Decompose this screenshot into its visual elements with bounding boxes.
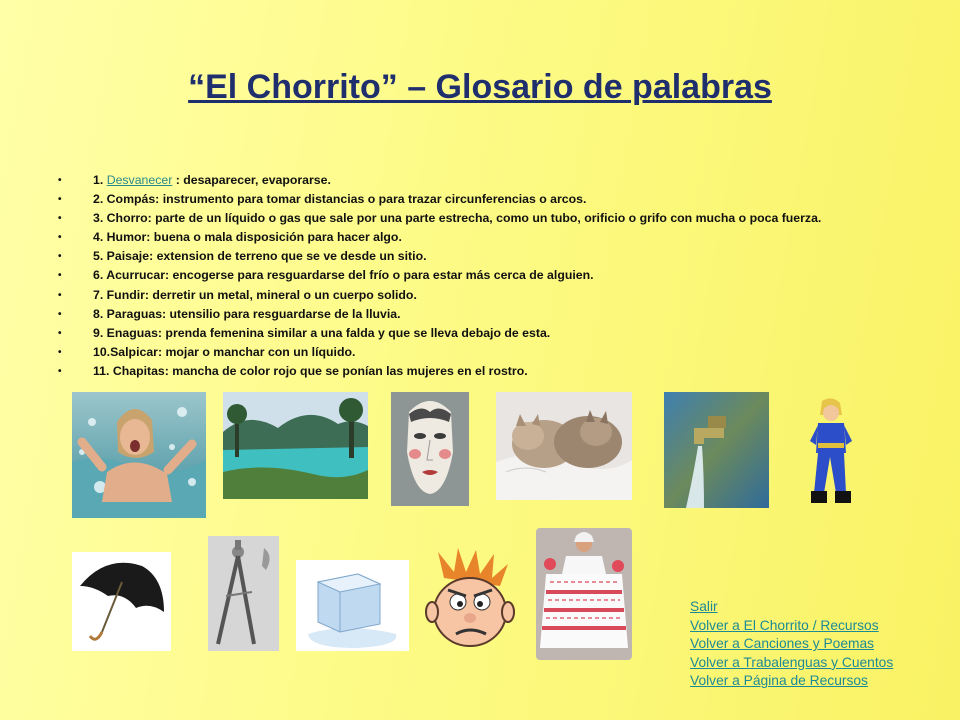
back-to-resources-link[interactable]: Volver a Página de Recursos [690, 673, 868, 689]
glossary-item-desvanecer [58, 171, 928, 190]
desvanecer-link[interactable]: Desvanecer [106, 173, 173, 187]
glossary-item-enaguas [58, 324, 928, 343]
glossary-list [58, 171, 928, 381]
glossary-item-paisaje [58, 247, 928, 266]
glossary-number: 1. [93, 173, 107, 187]
back-to-songs-poems-link[interactable]: Volver a Canciones y Poemas [690, 636, 875, 652]
glossary-item-compas [58, 190, 928, 209]
glossary-text: 4. Humor: buena o mala disposición para hacer algo. [93, 230, 402, 245]
bullet: • [58, 365, 62, 377]
umbrella-image [72, 552, 171, 651]
mask-face-image [391, 392, 469, 506]
superhero-figure-image [806, 397, 856, 505]
glossary-text: 3. Chorro: parte de un líquido o gas que sale por una parte estrecha, como un tubo, orificio o grifo con mucha o poca fuerza. [93, 211, 822, 226]
ice-cube-image [296, 560, 409, 651]
bullet: • [58, 251, 62, 263]
bullet: • [58, 175, 62, 186]
bullet: • [58, 346, 62, 358]
back-to-tongue-twisters-link[interactable]: Volver a Trabalenguas y Cuentos [690, 654, 894, 670]
glossary-text: 10.Salpicar: mojar o manchar con un líquido. [93, 344, 356, 359]
glossary-definition: : desaparecer, evaporarse. [172, 173, 331, 187]
bullet: • [58, 289, 62, 301]
salir-link[interactable]: Salir [690, 599, 718, 614]
glossary-item-humor [58, 228, 928, 247]
glossary-text: 7. Fundir: derretir un metal, mineral o un cuerpo solido. [93, 287, 417, 302]
bullet: • [58, 270, 62, 282]
glossary-text: 2. Compás: instrumento para tomar distancias o para trazar circunferencias o arcos. [93, 192, 587, 207]
sleeping-cats-image [496, 392, 632, 500]
back-to-el-chorrito-link[interactable]: Volver a El Chorrito / Recursos [690, 617, 879, 633]
glossary-item-chapitas [58, 362, 928, 381]
navigation-links [690, 598, 893, 691]
compass-tool-image [208, 536, 279, 651]
page-title: “El Chorrito” – Glosario de palabras [188, 68, 772, 106]
water-faucet-image [664, 392, 769, 508]
glossary-item-paraguas [58, 305, 928, 324]
glossary-text: 9. Enaguas: prenda femenina similar a una falda y que se lleva debajo de esta. [93, 325, 551, 340]
glossary-text: 8. Paraguas: utensilio para resguardarse de la lluvia. [93, 306, 401, 321]
glossary-item-chorro [58, 209, 928, 228]
bullet: • [58, 327, 62, 339]
glossary-text: 11. Chapitas: mancha de color rojo que se ponían las mujeres en el rostro. [93, 363, 528, 378]
splash-woman-image [72, 392, 206, 518]
bullet: • [58, 213, 62, 225]
glossary-text: 5. Paisaje: extension de terreno que se ve desde un sitio. [93, 249, 427, 264]
glossary-text: 6. Acurrucar: encogerse para resguardarse del frío o para estar más cerca de alguien. [93, 268, 594, 283]
glossary-item-acurrucar [58, 266, 928, 285]
bullet: • [58, 308, 62, 320]
grumpy-face-cartoon [424, 548, 516, 652]
bullet: • [58, 232, 62, 244]
traditional-dress-image [536, 528, 632, 660]
glossary-item-salpicar [58, 343, 928, 362]
landscape-lake-image [223, 392, 368, 499]
glossary-item-fundir [58, 286, 928, 305]
bullet: • [58, 194, 62, 206]
